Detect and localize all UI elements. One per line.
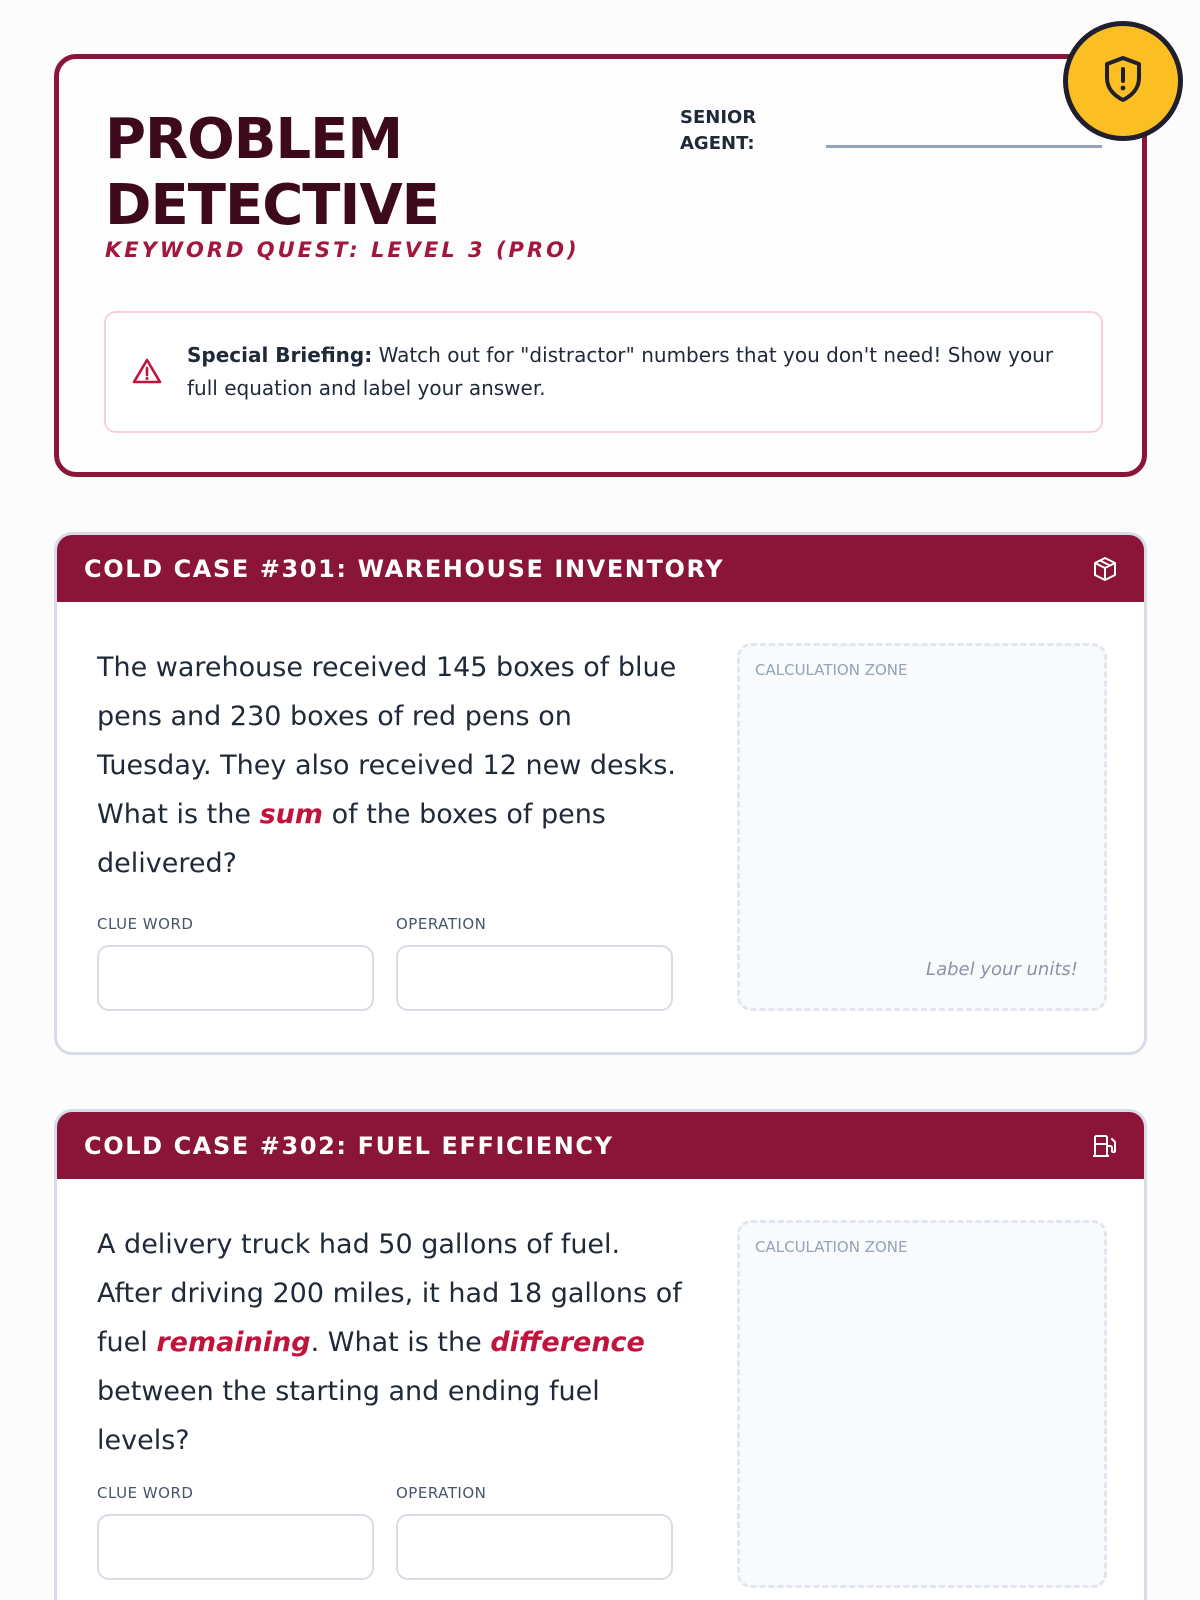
problem-text	[97, 1220, 687, 1465]
warning-triangle-icon	[132, 357, 162, 389]
clue-word-input[interactable]	[97, 945, 374, 1011]
fuel-pump-icon	[1092, 1133, 1118, 1159]
agent-badge	[1063, 21, 1183, 141]
operation-input[interactable]	[396, 945, 673, 1011]
problem-text-part: between the starting and ending fuel levels?	[97, 1376, 600, 1456]
header-card	[54, 54, 1147, 477]
case-header	[57, 1112, 1144, 1179]
calculation-zone[interactable]	[737, 643, 1107, 1011]
operation-label: OPERATION	[396, 1484, 487, 1502]
page-title	[105, 107, 439, 239]
operation-input[interactable]	[396, 1514, 673, 1580]
title-line-2: DETECTIVE	[105, 173, 439, 238]
keyword-highlight: sum	[259, 799, 324, 830]
operation-label: OPERATION	[396, 915, 487, 933]
briefing-body: Watch out for "distractor" numbers that you don't need! Show your full equation and label your answer.	[187, 343, 1054, 400]
case-title: COLD CASE #302: FUEL EFFICIENCY	[84, 1131, 614, 1160]
package-icon	[1092, 556, 1118, 582]
briefing-box	[104, 311, 1103, 433]
case-card-301	[54, 532, 1147, 1055]
clue-word-label: CLUE WORD	[97, 1484, 194, 1502]
calculation-zone[interactable]	[737, 1220, 1107, 1588]
calculation-zone-label: CALCULATION ZONE	[755, 661, 908, 679]
briefing-label: Special Briefing:	[187, 343, 373, 367]
shield-alert-icon	[1101, 54, 1145, 108]
problem-text-part: of the boxes of pens delivered?	[97, 799, 606, 879]
clue-word-input[interactable]	[97, 1514, 374, 1580]
case-card-302	[54, 1109, 1147, 1600]
case-title: COLD CASE #301: WAREHOUSE INVENTORY	[84, 554, 725, 583]
clue-word-label: CLUE WORD	[97, 915, 194, 933]
page-subtitle: KEYWORD QUEST: LEVEL 3 (PRO)	[105, 238, 580, 262]
calculation-zone-label: CALCULATION ZONE	[755, 1238, 908, 1256]
calculation-hint: Label your units!	[926, 959, 1078, 980]
problem-text-part: The warehouse received 145 boxes of blue pens and 230 boxes of red pens on Tuesday. They also received 12 new desks. What is the	[97, 652, 677, 830]
problem-text	[97, 643, 687, 888]
agent-name-line[interactable]	[826, 145, 1102, 148]
keyword-highlight: remaining	[156, 1327, 311, 1358]
title-line-1: PROBLEM	[105, 107, 403, 172]
keyword-highlight: difference	[490, 1327, 645, 1358]
agent-label: SENIOR AGENT:	[680, 107, 757, 154]
problem-text-part: . What is the	[310, 1327, 491, 1358]
case-header	[57, 535, 1144, 602]
briefing-text	[187, 339, 1077, 405]
problem-text-part: A delivery truck had 50 gallons of fuel. After driving 200 miles, it had 18 gallons of fuel	[97, 1229, 682, 1358]
